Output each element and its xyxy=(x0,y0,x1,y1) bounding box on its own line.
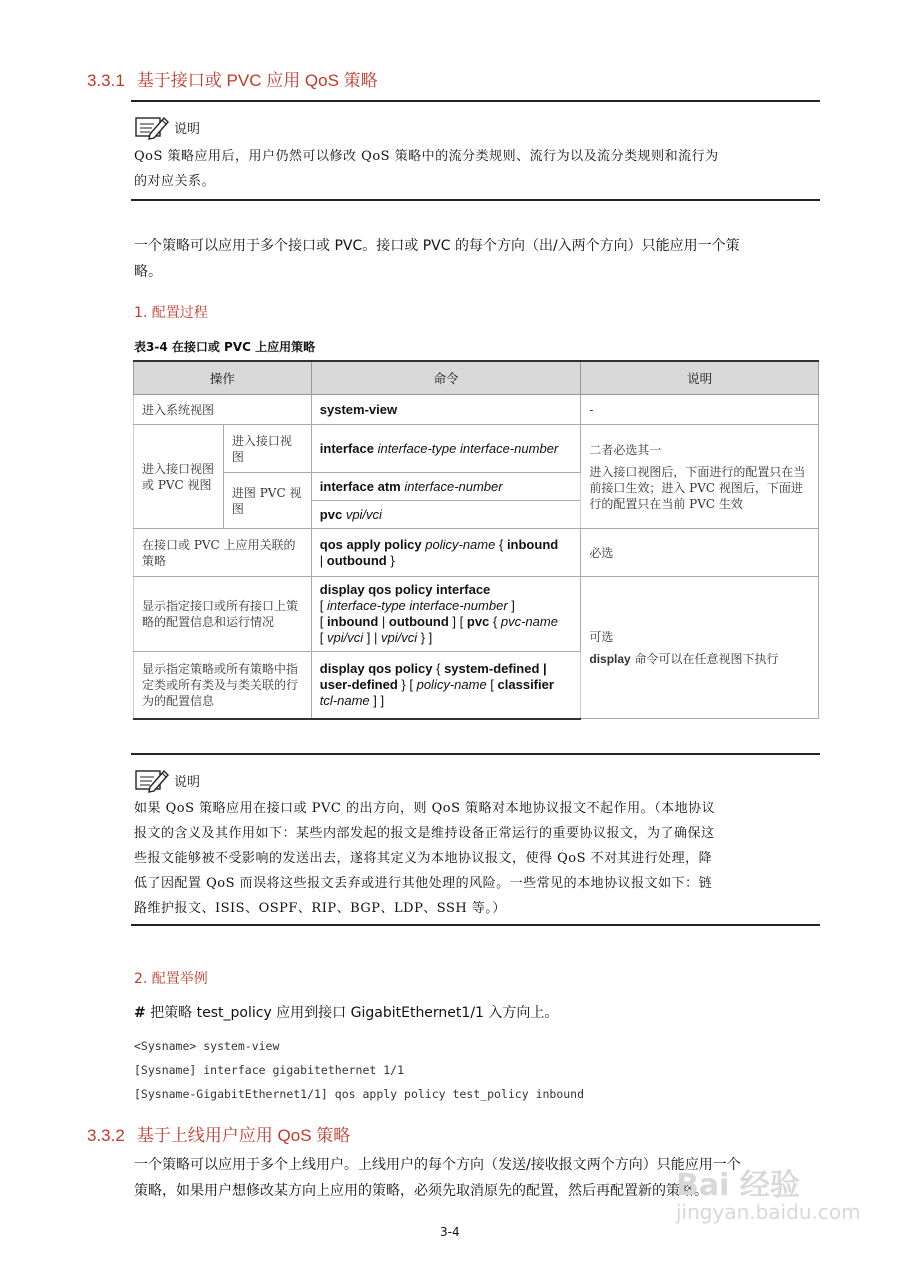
code-line: [Sysname] interface gigabitethernet 1/1 xyxy=(134,1063,405,1077)
cmd-text: [ xyxy=(486,676,498,692)
cmd-cell xyxy=(311,529,581,577)
cmd-cell: system-view xyxy=(311,395,581,425)
note-header xyxy=(134,114,200,140)
note-body xyxy=(134,796,824,921)
watermark-brand: Bai 经验 xyxy=(676,1168,800,1203)
cmd-text: { xyxy=(489,614,501,629)
cmd-arg: tcl-name xyxy=(319,692,370,708)
header-command: 命令 xyxy=(311,361,581,395)
section-title: 基于上线用户应用 QoS 策略 xyxy=(136,1126,351,1145)
note-label: 说明 xyxy=(174,121,201,137)
cmd-arg: pvc-name xyxy=(500,614,558,629)
example-description xyxy=(134,1000,558,1026)
note-line: 低了因配置 QoS 而误将这些报文丢弃或进行其他处理的风险。一些常见的本地协议报文如下：链 xyxy=(134,876,713,891)
table-row xyxy=(134,529,819,577)
table-row xyxy=(134,395,819,425)
cmd-arg: policy-name xyxy=(425,536,496,552)
paragraph-line: 一个策略可以应用于多个上线用户。上线用户的每个方向（发送/接收报文两个方向）只能应用一个 xyxy=(134,1157,741,1173)
desc-cell: - xyxy=(581,395,819,425)
header-description: 说明 xyxy=(581,361,819,395)
section-number: 3.3.1 xyxy=(87,71,125,90)
code-line: <Sysname> system-view xyxy=(134,1039,280,1053)
pencil-note-icon xyxy=(134,767,170,793)
code-block xyxy=(134,1034,584,1106)
watermark-url: jingyan.baidu.com xyxy=(676,1200,861,1224)
cmd-keyword: inbound xyxy=(327,614,379,629)
cmd-arg: vpi/vci xyxy=(345,506,382,522)
cmd-text: ] xyxy=(507,598,515,613)
note-line: 报文的含义及其作用如下：某些内部发起的报文是维持设备正常运行的重要协议报文，为了确保这 xyxy=(134,826,715,841)
note-bottom-rule xyxy=(131,924,820,926)
op-cell: 进入接口视图 xyxy=(223,425,311,473)
cmd-cell xyxy=(311,501,581,529)
cmd-text: ] [ xyxy=(448,614,467,629)
op-cell: 在接口或 PVC 上应用关联的策略 xyxy=(134,529,312,577)
cmd-keyword: user-defined xyxy=(319,676,398,692)
hash-marker: # xyxy=(134,1005,146,1021)
cmd-text: [ xyxy=(319,598,328,613)
cmd-text: | xyxy=(378,614,389,629)
desc-keyword: display xyxy=(589,651,631,666)
cmd-text: [ xyxy=(319,630,328,645)
desc-line: 进入接口视图后，下面进行的配置只在当前接口生效；进入 PVC 视图后，下面进行的配置只在当前 PVC 生效 xyxy=(589,464,806,511)
note-line: 些报文能够被不受影响的发送出去，遂将其定义为本地协议报文，使得 QoS 不对其进行处理，降 xyxy=(134,851,713,866)
header-operation: 操作 xyxy=(134,361,312,395)
code-line: [Sysname-GigabitEthernet1/1] qos apply policy test_policy inbound xyxy=(134,1087,585,1101)
cmd-text: } xyxy=(386,552,395,568)
desc-text: 命令可以在任意视图下执行 xyxy=(630,651,779,666)
section-heading-3-3-2 xyxy=(87,1121,350,1146)
paragraph-line: 略。 xyxy=(134,264,162,280)
cmd-keyword: pvc xyxy=(319,506,343,522)
note-line: QoS 策略应用后，用户仍然可以修改 QoS 策略中的流分类规则、流行为以及流分类规则和流行为 xyxy=(134,149,719,164)
cmd-keyword: outbound xyxy=(326,552,387,568)
cmd-text: { xyxy=(432,660,445,676)
desc-cell xyxy=(581,425,819,529)
cmd-text: } [ xyxy=(397,676,417,692)
desc-line: 二者必选其一 xyxy=(589,442,662,457)
cmd-keyword: qos apply policy xyxy=(319,536,422,552)
cmd-keyword: interface atm xyxy=(319,478,401,494)
paragraph-line: 一个策略可以应用于多个接口或 PVC。接口或 PVC 的每个方向（出/入两个方向）只能应用一个策 xyxy=(134,238,740,254)
note-line: 如果 QoS 策略应用在接口或 PVC 的出方向，则 QoS 策略对本地协议报文不起作用。（本地协议 xyxy=(134,801,716,816)
pencil-note-icon xyxy=(134,114,170,140)
cmd-cell xyxy=(311,577,581,652)
desc-line: 可选 xyxy=(589,629,614,644)
cmd-cell xyxy=(311,473,581,501)
section-number: 3.3.2 xyxy=(87,1126,125,1145)
desc-line xyxy=(589,651,810,667)
cmd-keyword: classifier xyxy=(497,676,554,692)
note-label: 说明 xyxy=(174,774,201,790)
op-cell: 进入系统视图 xyxy=(134,395,312,425)
cmd-arg: vpi/vci xyxy=(327,630,364,645)
subheading-config-example: 2. 配置举例 xyxy=(134,971,208,987)
cmd-arg: vpi/vci xyxy=(380,630,418,645)
cmd-keyword: inbound xyxy=(506,536,559,552)
note-line: 的对应关系。 xyxy=(134,174,216,189)
cmd-arg: interface-number xyxy=(404,478,503,494)
op-group-cell: 进入接口视图或 PVC 视图 xyxy=(134,425,224,529)
cmd-text: ] | xyxy=(363,630,381,645)
cmd-arg: policy-name xyxy=(416,676,487,692)
note-line: 路维护报文、ISIS、OSPF、RIP、BGP、LDP、SSH 等。） xyxy=(134,901,506,916)
page-number: 3-4 xyxy=(440,1225,460,1239)
table-row xyxy=(134,425,819,473)
note-body xyxy=(134,144,824,194)
desc-cell xyxy=(581,577,819,719)
section-title: 基于接口或 PVC 应用 QoS 策略 xyxy=(136,71,378,90)
cmd-text: } ] xyxy=(417,630,433,645)
cmd-cell xyxy=(311,425,581,473)
op-cell: 进图 PVC 视图 xyxy=(223,473,311,529)
note-header xyxy=(134,767,200,793)
table-row xyxy=(134,577,819,652)
cmd-arg: interface-type interface-number xyxy=(377,440,559,456)
op-cell: 显示指定接口或所有接口上策略的配置信息和运行情况 xyxy=(134,577,312,652)
cmd-arg: interface-type interface-number xyxy=(327,598,508,613)
note-top-rule xyxy=(131,753,820,755)
note-bottom-rule xyxy=(131,199,820,201)
command-table xyxy=(133,360,819,720)
cmd-keyword: interface xyxy=(319,440,374,456)
op-cell: 显示指定策略或所有策略中指定类或所有类及与类关联的行为的配置信息 xyxy=(134,652,312,719)
desc-cell: 必选 xyxy=(581,529,819,577)
cmd-text: ] ] xyxy=(369,692,385,708)
cmd-keyword: pvc xyxy=(466,614,490,629)
paragraph-line: 策略，如果用户想修改某方向上应用的策略，必须先取消原先的配置，然后再配置新的策略。 xyxy=(134,1183,708,1199)
subheading-config-process: 1. 配置过程 xyxy=(134,305,208,321)
table-header-row xyxy=(134,361,819,395)
cmd-cell xyxy=(311,652,581,719)
cmd-keyword: display qos policy interface xyxy=(319,582,491,597)
cmd-text: | xyxy=(319,552,327,568)
body-paragraph xyxy=(134,233,824,285)
note-top-rule xyxy=(131,100,820,102)
cmd-keyword: outbound xyxy=(388,614,449,629)
cmd-keyword: display qos policy xyxy=(319,660,433,676)
cmd-text: [ xyxy=(319,614,328,629)
cmd-text: { xyxy=(495,536,507,552)
cmd-keyword: system-defined | xyxy=(444,660,547,676)
table-caption: 表3-4 在接口或 PVC 上应用策略 xyxy=(134,340,316,354)
section-heading-3-3-1 xyxy=(87,66,378,91)
example-text: 把策略 test_policy 应用到接口 GigabitEthernet1/1 入方向上。 xyxy=(145,1005,559,1021)
